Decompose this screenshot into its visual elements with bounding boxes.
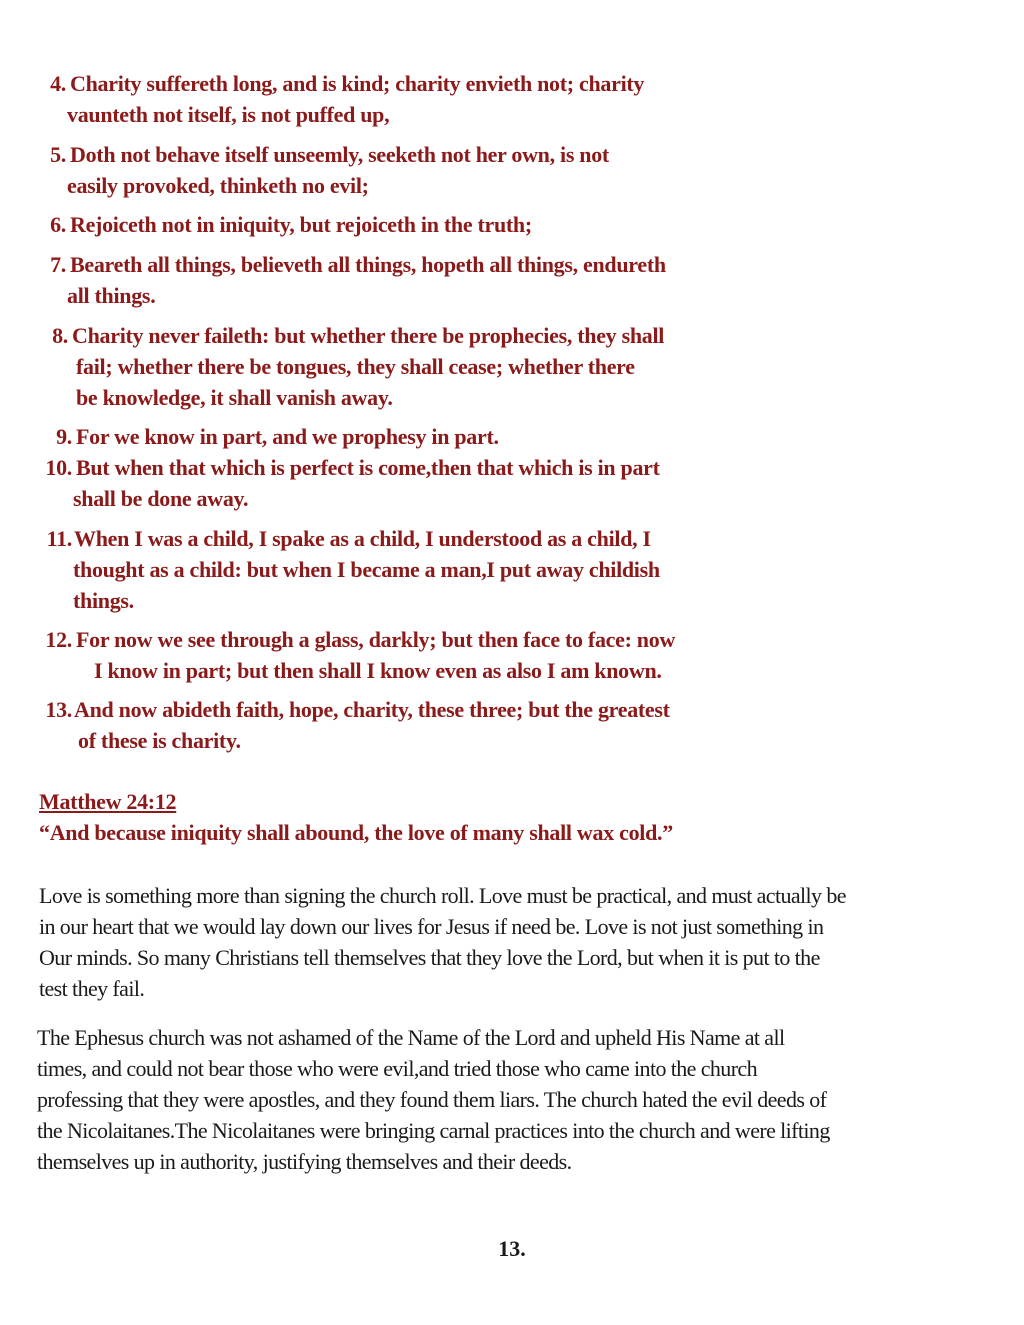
paragraph-line: professing that they were apostles, and they found them liars. The church hated the evil deeds of — [37, 1087, 827, 1112]
verse-number: 13. — [45, 697, 72, 722]
verse-number: 11. — [46, 526, 72, 551]
scripture-reference-quote: “And because iniquity shall abound, the love of many shall wax cold.” — [39, 820, 673, 845]
verse-11 — [0, 523, 660, 616]
verse-line: Charity suffereth long, and is kind; charity envieth not; charity — [70, 71, 645, 96]
verse-number: 4. — [50, 71, 66, 96]
verse-number: 9. — [56, 424, 72, 449]
verse-line: Doth not behave itself unseemly, seeketh not her own, is not — [70, 142, 609, 167]
verse-number: 8. — [52, 323, 68, 348]
verse-line: But when that which is perfect is come,then that which is in part — [76, 455, 660, 480]
body-paragraph-2 — [37, 1022, 830, 1177]
verse-number: 7. — [50, 252, 66, 277]
verse-line: of these is charity. — [78, 728, 241, 753]
verse-line: be knowledge, it shall vanish away. — [76, 385, 393, 410]
scripture-reference-title: Matthew 24:12 — [39, 789, 177, 814]
verse-number: 6. — [50, 212, 66, 237]
verse-line: all things. — [67, 283, 156, 308]
verse-4 — [0, 68, 644, 130]
verse-line: things. — [73, 588, 134, 613]
paragraph-line: Our minds. So many Christians tell themselves that they love the Lord, but when it is put to the — [39, 945, 820, 970]
verse-8 — [0, 320, 664, 413]
verse-line: vaunteth not itself, is not puffed up, — [67, 102, 390, 127]
verse-10 — [0, 452, 660, 514]
verse-line: fail; whether there be tongues, they shall cease; whether there — [76, 354, 635, 379]
verse-number: 5. — [50, 142, 66, 167]
body-paragraph-1 — [39, 880, 846, 1004]
verse-line: Beareth all things, believeth all things, hopeth all things, endureth — [70, 252, 666, 277]
page-number: 13. — [498, 1236, 526, 1261]
verse-line: And now abideth faith, hope, charity, these three; but the greatest — [74, 697, 670, 722]
verse-line: When I was a child, I spake as a child, I understood as a child, I — [74, 526, 651, 551]
verse-number: 12. — [45, 627, 72, 652]
paragraph-line: the Nicolaitanes.The Nicolaitanes were bringing carnal practices into the church and were lifting — [37, 1118, 830, 1143]
verse-line: I know in part; but then shall I know even as also I am known. — [94, 658, 662, 683]
verse-line: thought as a child: but when I became a man,I put away childish — [73, 557, 660, 582]
verse-6 — [0, 209, 532, 240]
verse-line: Charity never faileth: but whether there be prophecies, they shall — [72, 323, 665, 348]
verse-line: For now we see through a glass, darkly; but then face to face: now — [76, 627, 676, 652]
verse-number: 10. — [45, 455, 72, 480]
verse-13 — [0, 694, 670, 756]
verse-line: easily provoked, thinketh no evil; — [67, 173, 369, 198]
paragraph-line: times, and could not bear those who were evil,and tried those who came into the church — [37, 1056, 758, 1081]
verse-9 — [0, 421, 499, 452]
paragraph-line: themselves up in authority, justifying themselves and their deeds. — [37, 1149, 572, 1174]
paragraph-line: The Ephesus church was not ashamed of the Name of the Lord and upheld His Name at all — [37, 1025, 785, 1050]
verse-5 — [0, 139, 609, 201]
verse-7 — [0, 249, 666, 311]
paragraph-line: Love is something more than signing the church roll. Love must be practical, and must actually be — [39, 883, 846, 908]
paragraph-line: test they fail. — [39, 976, 145, 1001]
verse-line: Rejoiceth not in iniquity, but rejoiceth in the truth; — [70, 212, 532, 237]
paragraph-line: in our heart that we would lay down our lives for Jesus if need be. Love is not just something in — [39, 914, 824, 939]
verse-12 — [0, 624, 675, 686]
verse-line: shall be done away. — [73, 486, 249, 511]
verse-line: For we know in part, and we prophesy in part. — [76, 424, 499, 449]
